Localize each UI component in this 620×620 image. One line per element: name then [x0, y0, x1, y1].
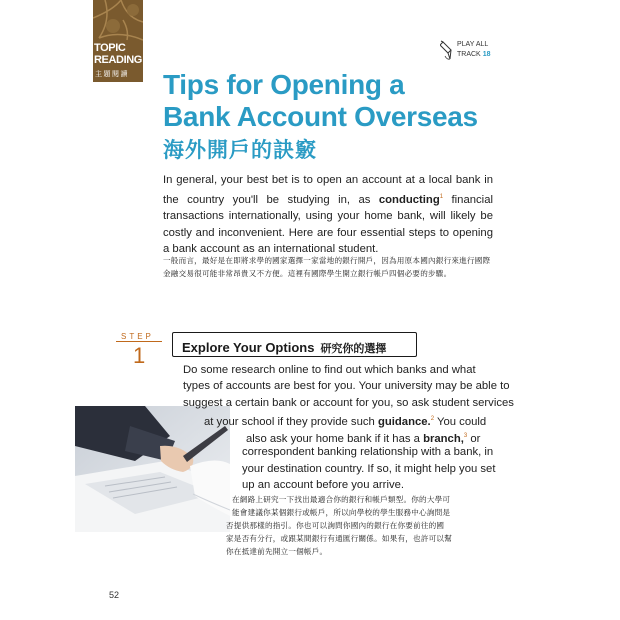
body-line-1: Do some research online to find out which banks and what	[183, 364, 476, 376]
audio-pen-icon	[440, 40, 454, 62]
vocab-branch[interactable]: branch,	[423, 432, 464, 445]
play-all-label: PLAY ALL	[457, 41, 489, 48]
step-divider	[116, 341, 162, 342]
badge-chinese-label: 主題閱讀	[95, 70, 129, 78]
track-info	[457, 50, 490, 60]
article-title-line1: Tips for Opening a	[163, 69, 405, 100]
step-title-chinese: 研究你的選擇	[320, 342, 387, 355]
badge-topic-label: TOPIC	[94, 42, 126, 54]
track-number: 18	[482, 51, 491, 58]
footnote-3: 3	[463, 433, 468, 439]
body-cn-line-4: 家是否有分行，或跟某間銀行有通匯行關係。如果有，也許可以幫	[226, 534, 453, 543]
body-cn-line-3: 否提供那樣的指引。你也可以詢問你國內的銀行在你要前往的國	[226, 521, 445, 530]
step-title-english: Explore Your Options	[182, 340, 315, 355]
body-line-5-text: also ask your home bank if it has a	[246, 432, 424, 445]
intro-text-part1: In general, your best bet is to open an account at a local bank in the country you'll be studying in, as	[163, 174, 493, 206]
body-line-5-end: or	[467, 432, 481, 445]
step-label: STEP	[121, 332, 154, 341]
body-line-3: suggest a certain bank or account for you, so ask student services	[183, 397, 514, 409]
vocab-guidance[interactable]: guidance.	[377, 415, 431, 428]
body-line-2: types of accounts are best for you. Your university may be able to	[183, 380, 510, 392]
article-title	[163, 69, 483, 133]
body-cn-line-1: 在網路上研究一下找出最適合你的銀行和帳戶類型。你的大學可	[232, 495, 451, 504]
intro-text-part2: financial transactions internationally, using your home bank, will likely be costly and inconvenient. Here are four essential steps to opening a bank account as an international student.	[163, 193, 493, 256]
article-title-chinese: 海外開戶的訣竅	[163, 138, 317, 162]
badge-reading-label: READING	[94, 54, 142, 66]
footnote-1: 1	[439, 193, 444, 200]
body-line-6: correspondent banking relationship with a bank, in	[242, 446, 494, 458]
step-number: 1	[133, 343, 146, 368]
body-cn-line-5: 你在抵達前先開立一個帳戶。	[226, 547, 328, 556]
play-all-track[interactable]	[440, 40, 490, 62]
intro-paragraph-english	[163, 172, 493, 258]
intro-paragraph-chinese: 一般而言，最好是在即將求學的國家選擇一家當地的銀行開戶，因為用原本國內銀行來進行國際金融交易很可能非常昂貴又不方便。這裡有國際學生開立銀行帳戶四個必要的步驟。	[163, 256, 491, 278]
body-line-8: up an account before you arrive.	[242, 479, 405, 491]
track-label: TRACK	[457, 51, 481, 58]
body-line-4-end: You could	[434, 415, 487, 428]
topic-reading-badge	[93, 0, 143, 82]
step-title-box	[172, 332, 417, 357]
body-cn-line-2: 能會建議你某個銀行或帳戶，所以向學校的學生服務中心詢問是	[232, 508, 451, 517]
body-line-7: your destination country. If so, it might help you set	[242, 463, 496, 475]
footnote-2: 2	[430, 416, 435, 422]
vocab-conducting[interactable]: conducting	[378, 193, 440, 206]
article-title-line2: Bank Account Overseas	[163, 101, 478, 132]
body-line-4-text: at your school if they provide such	[204, 415, 378, 428]
page-number: 52	[109, 590, 120, 600]
